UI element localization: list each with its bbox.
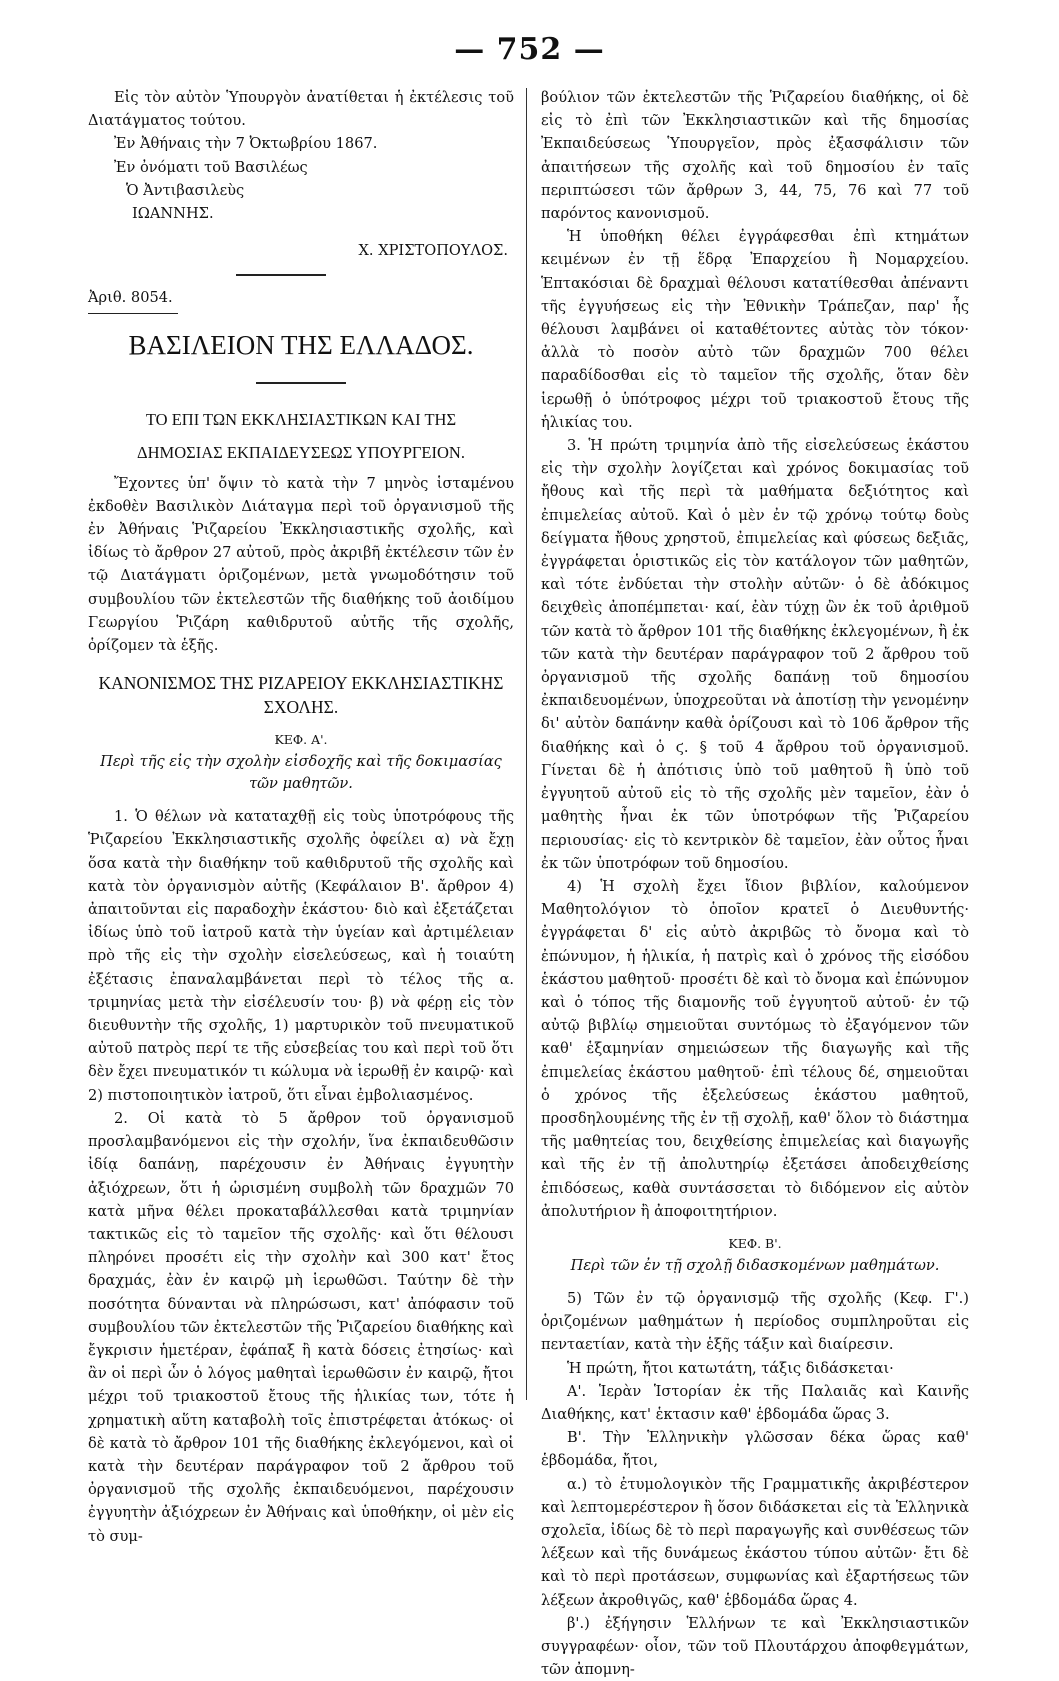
item-b: Β'. Τὴν Ἑλληνικὴν γλῶσσαν δέκα ὥρας καθ' ἑβδομάδα, ἤτοι, xyxy=(541,1429,969,1470)
item-b-a: α.) τὸ ἐτυμολογικὸν τῆς Γραμματικῆς ἀκριβέστερον καὶ λεπτομερέστερον ἢ ὅσον διδάσκεται εἰς τὰ Ἑλληνικὰ σχολεῖα, ἰδίως δὲ τὸ περὶ παραγωγῆς καὶ συνθέσεως τῶν λέξεων καὶ τῆς δυνάμεως ἑκάστου τύπου αὐτῶν· ἔτι δὲ καὶ τὸ περὶ προτάσεων, συμφωνίας καὶ ἐξαρτήσεως τῶν λέξεων ἀκροθιγῶς, καθ' ἑβδομάδα ὥρας 4. xyxy=(541,1475,969,1609)
item-b-b: β'.) ἐξήγησιν Ἑλλήνων τε καὶ Ἐκκλησιαστικῶν συγγραφέων· οἷον, τῶν τοῦ Πλουτάρχου ἀποφθεγμάτων, τῶν ἀπομνη- xyxy=(541,1614,969,1679)
decree-execution-text: Εἰς τὸν αὐτὸν Ὑπουργὸν ἀνατίθεται ἡ ἐκτέλεσις τοῦ Διατάγματος τούτου. xyxy=(88,89,514,130)
chapter-a-heading: ΚΕΦ. Α'. xyxy=(274,732,328,748)
first-class-line: Ἡ πρώτη, ἤτοι κατωτάτη, τάξις διδάσκεται· xyxy=(567,1359,894,1377)
place-date: Ἐν Ἀθήναις τὴν 7 Ὀκτωβρίου 1867. xyxy=(114,135,378,153)
article-2: 2. Οἱ κατὰ τὸ 5 ἄρθρον τοῦ ὀργανισμοῦ προσλαμβανόμενοι εἰς τὴν σχολήν, ἵνα ἐκπαιδευθῶσιν ἰδίᾳ δαπάνῃ, παρέχουσιν ἐν Ἀθήναις ἐγγυητὴν ἀξιόχρεων, ὅτι ἡ ὡρισμένη συμβολὴ τῶν δραχμῶν 70 κατὰ μῆνα θέλει προκαταβάλλεσθαι κατὰ τριμηνίαν τακτικῶς εἰς τὸ ταμεῖον τῆς σχολῆς· καὶ ὅτι θέλουσι πληρόνει προσέτι εἰς τὴν σχολὴν καὶ 300 κατ' ἔτος δραχμάς, ἐὰν ἐν καιρῷ μὴ ἱερωθῶσι. Ταύτην δὲ τὴν ποσότητα δύνανται νὰ πληρώσωσι, κατ' ἀπόφασιν τοῦ συμβουλίου τῶν ἐκτελεστῶν τῆς Ῥιζαρείου διαθήκης καὶ ἔγκρισιν ἡμετέραν, ἐφάπαξ ἢ κατὰ δόσεις ἐτησίως· καὶ ἂν οἱ περὶ ὧν ὁ λόγος μαθηταὶ ἱερωθῶσιν ἐν καιρῷ, ἤτοι μέχρι τοῦ τριακοστοῦ ἔτους τῆς ἡλικίας των, τότε ἡ χρηματικὴ αὕτη καταβολὴ τοῖς ἐπιστρέφεται ἀτόκως· οἱ δὲ κατὰ τὸ ἄρθρον 101 τῆς διαθήκης ἐκλεγόμενοι, καὶ οἱ κατὰ τὴν δευτέραν παράγραφον τοῦ 2 ἄρθρου τοῦ ὀργανισμοῦ τῆς σχολῆς ἐκπαιδευόμενοι, παρέχουσιν ἐγγυητὴν ἀξιόχρεων ἐν Ἀθήναις καὶ ὑποθήκην, οἱ μὲν εἰς τὸ συμ- xyxy=(88,1109,514,1545)
regent-name: ΙΩΑΝΝΗΣ. xyxy=(132,205,214,223)
article-1: 1. Ὁ θέλων νὰ καταταχθῇ εἰς τοὺς ὑποτρόφους τῆς Ῥιζαρείου Ἐκκλησιαστικῆς σχολῆς ὀφείλει α) νὰ ἔχῃ ὅσα κατὰ τὴν διαθήκην τοῦ καθιδρυτοῦ τῆς σχολῆς καὶ κατὰ τὸν ὀργανισμὸν αὐτῆς (Κεφάλαιον Β'. ἄρθρον 4) ἀπαιτοῦνται εἰς παραδοχὴν ἑκάστου· διὸ καὶ ἐξετάζεται ἰδίως ὑπὸ τοῦ ἰατροῦ κατὰ τὴν ὑγείαν καὶ ἀρτιμέλειαν πρὸ τῆς εἰς τὴν σχολὴν εἰσελεύσεως, καὶ ἡ τοιαύτη ἐξέτασις ἐπαναλαμβάνεται περὶ τὸ τέλος τῆς α. τριμηνίας μετὰ τὴν εἰσέλευσίν του· β) νὰ φέρῃ εἰς τὸν διευθυντὴν τῆς σχολῆς, 1) μαρτυρικὸν τοῦ πνευματικοῦ αὐτοῦ πατρὸς περί τε τῆς εὐσεβείας του καὶ περὶ τοῦ ὅτι δὲν ἔχει πνευματικόν τι κώλυμα νὰ ἱερωθῇ ἐν καιρῷ· καὶ 2) πιστοποιητικὸν ἰατροῦ, ὅτι εἶναι ἐμβολιασμένος. xyxy=(88,808,514,1104)
item-a: Α'. Ἱερὰν Ἱστορίαν ἐκ τῆς Παλαιᾶς καὶ Καινῆς Διαθήκης, κατ' ἑκτασιν καθ' ἑβδομάδα ὥρας 3. xyxy=(541,1382,969,1423)
chapter-b-heading: ΚΕΦ. Β'. xyxy=(728,1235,782,1251)
separator-rule xyxy=(236,274,326,276)
chapter-a-title: Περὶ τῆς εἰς τὴν σχολὴν εἰσδοχῆς καὶ τῆς δοκιμασίας τῶν μαθητῶν. xyxy=(100,753,502,793)
mortgage-paragraph: Ἡ ὑποθήκη θέλει ἐγγράφεσθαι ἐπὶ κτημάτων κειμένων ἐν τῇ ἕδρᾳ Ἐπαρχείου ἢ Νομαρχείου. Ἑπτακόσιαι δὲ δραχμαὶ θέλουσι κατατίθεσθαι ἀπέναντι τῆς ἐγγυήσεως εἰς τὴν Ἐθνικὴν Τράπεζαν, παρ' ἧς θέλουσι λαμβάνει οἱ καταθέτοντες αὐτὰς τὸν τόκον· ἀλλὰ τὸ ποσὸν αὐτὸ τῶν δραχμῶν 700 θέλει παραδίδοσθαι εἰς τὸ ταμεῖον τῆς σχολῆς, ὅταν δὲν ἱερωθῇ ὁ ὑπότροφος μέχρι τοῦ τριακοστοῦ ἔτους τῆς ἡλικίας του. xyxy=(541,228,969,431)
column-divider xyxy=(526,88,527,1400)
article-3: 3. Ἡ πρώτη τριμηνία ἀπὸ τῆς εἰσελεύσεως ἑκάστου εἰς τὴν σχολὴν λογίζεται καὶ χρόνος δοκιμασίας τοῦ ἤθους καὶ τῆς περὶ τὰ μαθήματα δεξιότητος καὶ ἐπιμελείας αὐτοῦ. Καὶ ὁ μὲν ἐν τῷ χρόνῳ τούτῳ δοὺς δείγματα ἤθους χρηστοῦ, ἐπιμελείας καὶ φύσεως δεξιᾶς, ἐγγράφεται ὁριστικῶς εἰς τὸν κατάλογον τῶν μαθητῶν, καὶ τότε ἐνδύεται τὴν στολὴν αὐτῶν· ὁ δὲ ἀδόκιμος δειχθεὶς ἀποπέμπεται· καί, ἐὰν τύχῃ ὢν ἐκ τοῦ ἀριθμοῦ τῶν κατὰ τὸ ἄρθρον 101 τῆς διαθήκης ἐκλεγομένων, ἢ ἐκ τῶν κατὰ τὴν δευτέραν παράγραφον τοῦ 2 ἄρθρου τοῦ ὀργανισμοῦ τῆς σχολῆς δαπάνῃ τοῦ δημοσίου ἐκπαιδευομένων, ὑποχρεοῦται νὰ ἀποτίσῃ τὴν γενομένην δι' αὐτὸν δαπάνην καθὰ ὁρίζουσι καὶ τὸ 106 ἄρθρον τῆς διαθήκης καὶ ὁ ϛ. § τοῦ 4 ἄρθρου τοῦ ὀργανισμοῦ. Γίνεται δὲ ἡ ἀπότισις ὑπὸ τοῦ μαθητοῦ ἢ ὑπὸ τοῦ ἐγγυητοῦ αὐτοῦ εἰς τὸ τῆς σχολῆς μὲν ταμεῖον, ἐὰν ὁ μαθητὴς ἦναι ἐκ τῶν ὑποτρόφων τῆς Ῥιζαρείου περιουσίας· εἰς τὸ κεντρικὸν δὲ ταμεῖον, ἐὰν οὗτος ἦναι ἐκ τῶν ὑποτρόφων τοῦ δημοσίου. xyxy=(541,437,969,872)
countersignature: Χ. ΧΡΙΣΤΟΠΟΥΛΟΣ. xyxy=(358,242,508,260)
regent-title: Ὁ Ἀντιβασιλεὺς xyxy=(126,181,245,199)
regulation-title: ΚΑΝΟΝΙΣΜΟΣ ΤΗΣ ΡΙΖΑΡΕΙΟΥ ΕΚΚΛΗΣΙΑΣΤΙΚΗΣ ΣΧΟΛΗΣ. xyxy=(98,673,504,718)
separator-rule-2 xyxy=(256,382,346,384)
ministry-heading-line-2: ΔΗΜΟΣΙΑΣ ΕΚΠΑΙΔΕΥΣΕΩΣ ΥΠΟΥΡΓΕΙΟΝ. xyxy=(137,442,465,462)
in-name-of-king: Ἐν ὀνόματι τοῦ Βασιλέως xyxy=(114,158,308,176)
chapter-b-title: Περὶ τῶν ἐν τῇ σχολῇ διδασκομένων μαθημάτων. xyxy=(570,1256,940,1274)
article-2-continuation: βούλιον τῶν ἐκτελεστῶν τῆς Ῥιζαρείου διαθήκης, οἱ δὲ εἰς τὸ ἐπὶ τῶν Ἐκκλησιαστικῶν καὶ τῆς δημοσίας Ἐκπαιδεύσεως Ὑπουργεῖον, πρὸς ἐξασφάλισιν τῶν ἀπαιτήσεων τῆς σχολῆς καὶ τοῦ δημοσίου ἐν ταῖς περιπτώσεσι τῶν ἄρθρων 3, 44, 75, 76 καὶ 77 τοῦ παρόντος κανονισμοῦ. xyxy=(541,89,969,223)
preamble: Ἔχοντες ὑπ' ὄψιν τὸ κατὰ τὴν 7 μηνὸς ἱσταμένου ἐκδοθὲν Βασιλικὸν Διάταγμα περὶ τοῦ ὀργανισμοῦ τῆς ἐν Ἀθήναις Ῥιζαρείου Ἐκκλησιαστικῆς σχολῆς, καὶ ἰδίως τὸ ἄρθρον 27 αὐτοῦ, πρὸς ἀκριβῆ ἐκτέλεσιν τῶν ἐν τῷ Διατάγματι ὁριζομένων, μετὰ γνωμοδότησιν τοῦ συμβουλίου τῶν ἐκτελεστῶν τῆς διαθήκης τοῦ ἀοιδίμου Γεωργίου Ῥιζάρη καθιδρυτοῦ αὐτῆς τῆς σχολῆς, ὁρίζομεν τὰ ἑξῆς. xyxy=(88,474,514,655)
kingdom-heading: ΒΑΣΙΛΕΙΟΝ ΤΗΣ ΕΛΛΑΔΟΣ. xyxy=(128,329,474,360)
ministry-heading-line-1: ΤΟ ΕΠΙ ΤΩΝ ΕΚΚΛΗΣΙΑΣΤΙΚΩΝ ΚΑΙ ΤΗΣ xyxy=(145,409,457,429)
left-column xyxy=(88,86,514,1548)
right-column xyxy=(541,86,969,1681)
article-4: 4) Ἡ σχολὴ ἔχει ἴδιον βιβλίον, καλούμενον Μαθητολόγιον τὸ ὁποῖον κρατεῖ ὁ Διευθυντής· ἐγγράφεται δ' εἰς αὐτὸ ἀκριβῶς τὸ ὄνομα καὶ τὸ ἐπώνυμον, ἡ ἡλικία, ἡ πατρὶς καὶ ὁ χρόνος τῆς εἰσόδου ἑκάστου μαθητοῦ· προσέτι δὲ καὶ τὸ ὄνομα καὶ ἐπώνυμον καὶ ὁ τόπος τῆς διαμονῆς τοῦ ἐγγυητοῦ αὐτοῦ· ἐν τῷ αὐτῷ βιβλίῳ σημειοῦται συντόμως τὸ ἐξαγόμενον τῶν καθ' ἑξαμηνίαν σημειώσεων τῆς διαγωγῆς καὶ τῆς ἐπιμελείας ἑκάστου μαθητοῦ· ἐπὶ τέλους δέ, σημειοῦται ὁ χρόνος τῆς ἐξελεύσεως ἑκάστου μαθητοῦ, προσδηλουμένης τῆς ἐν τῇ σχολῇ, καθ' ὅλον τὸ διάστημα τῆς μαθητείας του, δειχθείσης ἐπιμελείας καὶ διαγωγῆς καὶ τῆς ἐν τῇ ἀπολυτηρίῳ ἐξετάσει ἀποδειχθείσης ἐπιδόσεως, καθὰ συντάσσεται τὸ διδόμενον εἰς αὐτὸν ἀπολυτήριον ἢ ἀποφοιτητήριον. xyxy=(541,877,969,1220)
reference-number: Ἀριθ. 8054. xyxy=(88,286,178,313)
article-5: 5) Τῶν ἐν τῷ ὀργανισμῷ τῆς σχολῆς (Κεφ. Γ'.) ὁριζομένων μαθημάτων ἡ περίοδος συμπληροῦται εἰς πενταετίαν, κατὰ τὴν ἑξῆς τάξιν καὶ διαίρεσιν. xyxy=(541,1289,969,1354)
page-number: — 752 — xyxy=(454,32,605,67)
